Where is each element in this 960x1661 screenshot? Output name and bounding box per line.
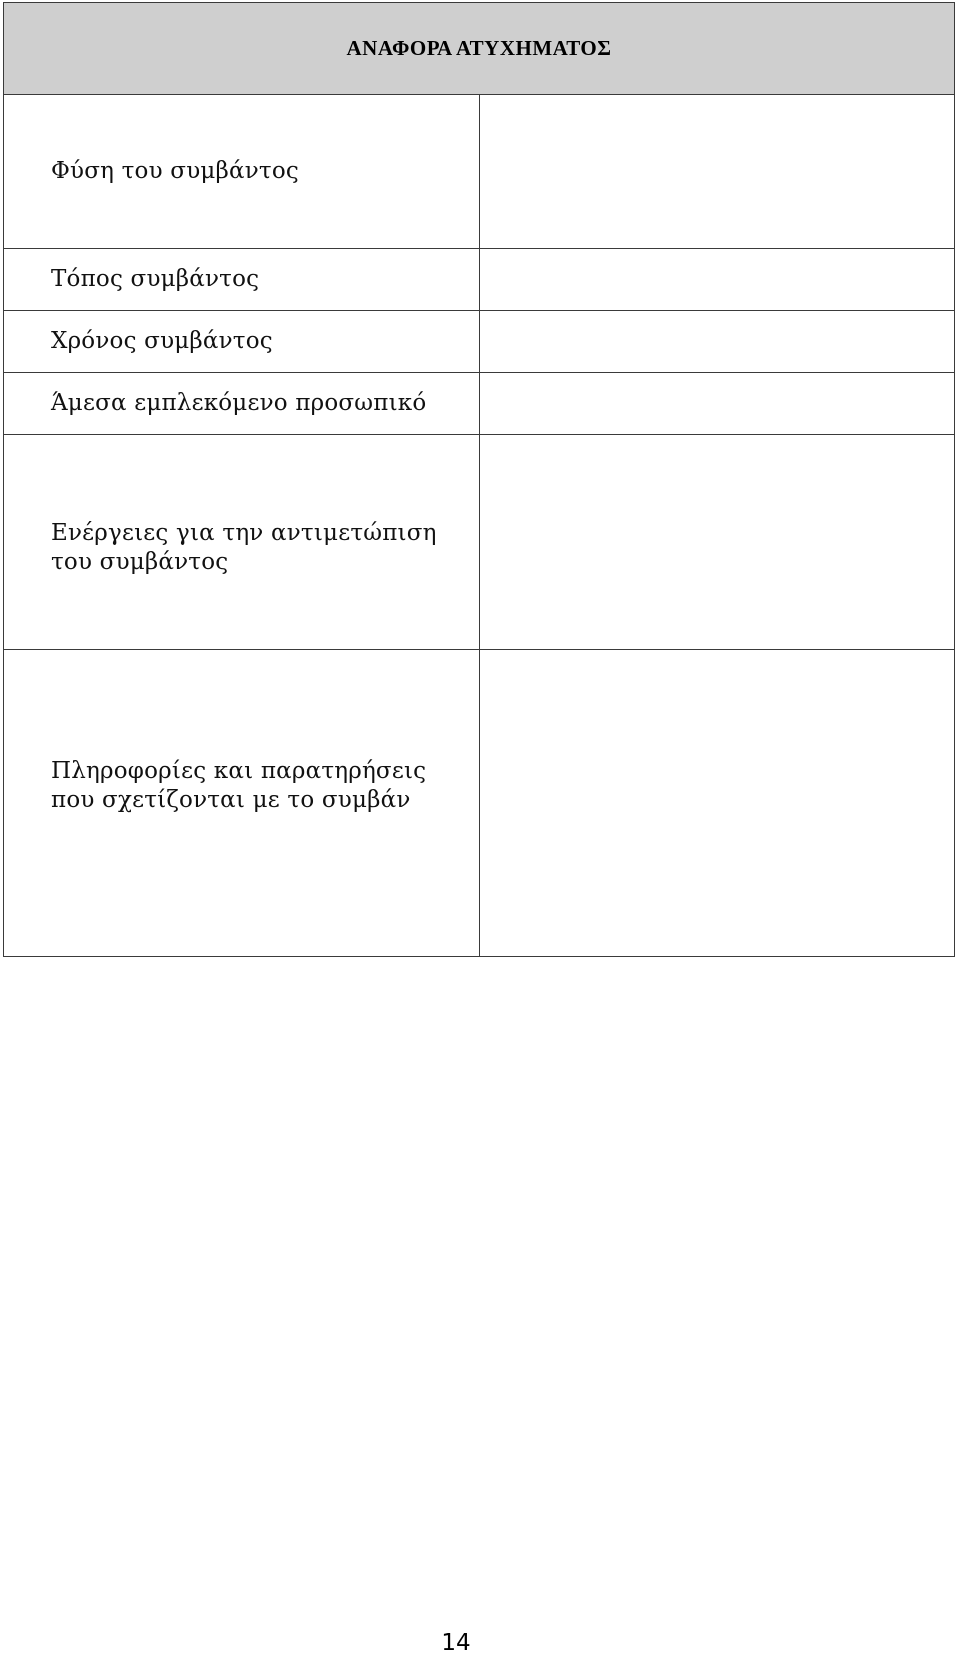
field-label-personnel: Άμεσα εμπλεκόμενο προσωπικό bbox=[4, 373, 480, 435]
field-label-actions-line1: Ενέργειες για την αντιμετώπιση bbox=[51, 520, 437, 546]
field-value-place[interactable] bbox=[479, 249, 955, 311]
field-label-time: Χρόνος συμβάντος bbox=[4, 311, 480, 373]
form-row-nature bbox=[4, 95, 955, 249]
field-label-place: Τόπος συμβάντος bbox=[4, 249, 480, 311]
field-value-nature[interactable] bbox=[479, 95, 955, 249]
form-title: ΑΝΑΦΟΡΑ ΑΤΥΧΗΜΑΤΟΣ bbox=[4, 3, 955, 95]
field-label-nature: Φύση του συμβάντος bbox=[4, 95, 480, 249]
form-row-info bbox=[4, 650, 955, 957]
field-value-info[interactable] bbox=[479, 650, 955, 957]
form-row-place bbox=[4, 249, 955, 311]
field-label-actions-line2: του συμβάντος bbox=[51, 549, 229, 575]
field-label-info-line2: που σχετίζονται με το συμβάν bbox=[51, 787, 411, 813]
form-row-actions bbox=[4, 435, 955, 650]
page-number: 14 bbox=[441, 1630, 471, 1656]
field-value-time[interactable] bbox=[479, 311, 955, 373]
field-value-actions[interactable] bbox=[479, 435, 955, 650]
incident-report-form bbox=[3, 2, 955, 957]
form-header-row bbox=[4, 3, 955, 95]
field-value-personnel[interactable] bbox=[479, 373, 955, 435]
field-label-info-line1: Πληροφορίες και παρατηρήσεις bbox=[51, 758, 427, 784]
field-label-info bbox=[4, 650, 480, 957]
field-label-actions bbox=[4, 435, 480, 650]
form-row-time bbox=[4, 311, 955, 373]
form-row-personnel bbox=[4, 373, 955, 435]
